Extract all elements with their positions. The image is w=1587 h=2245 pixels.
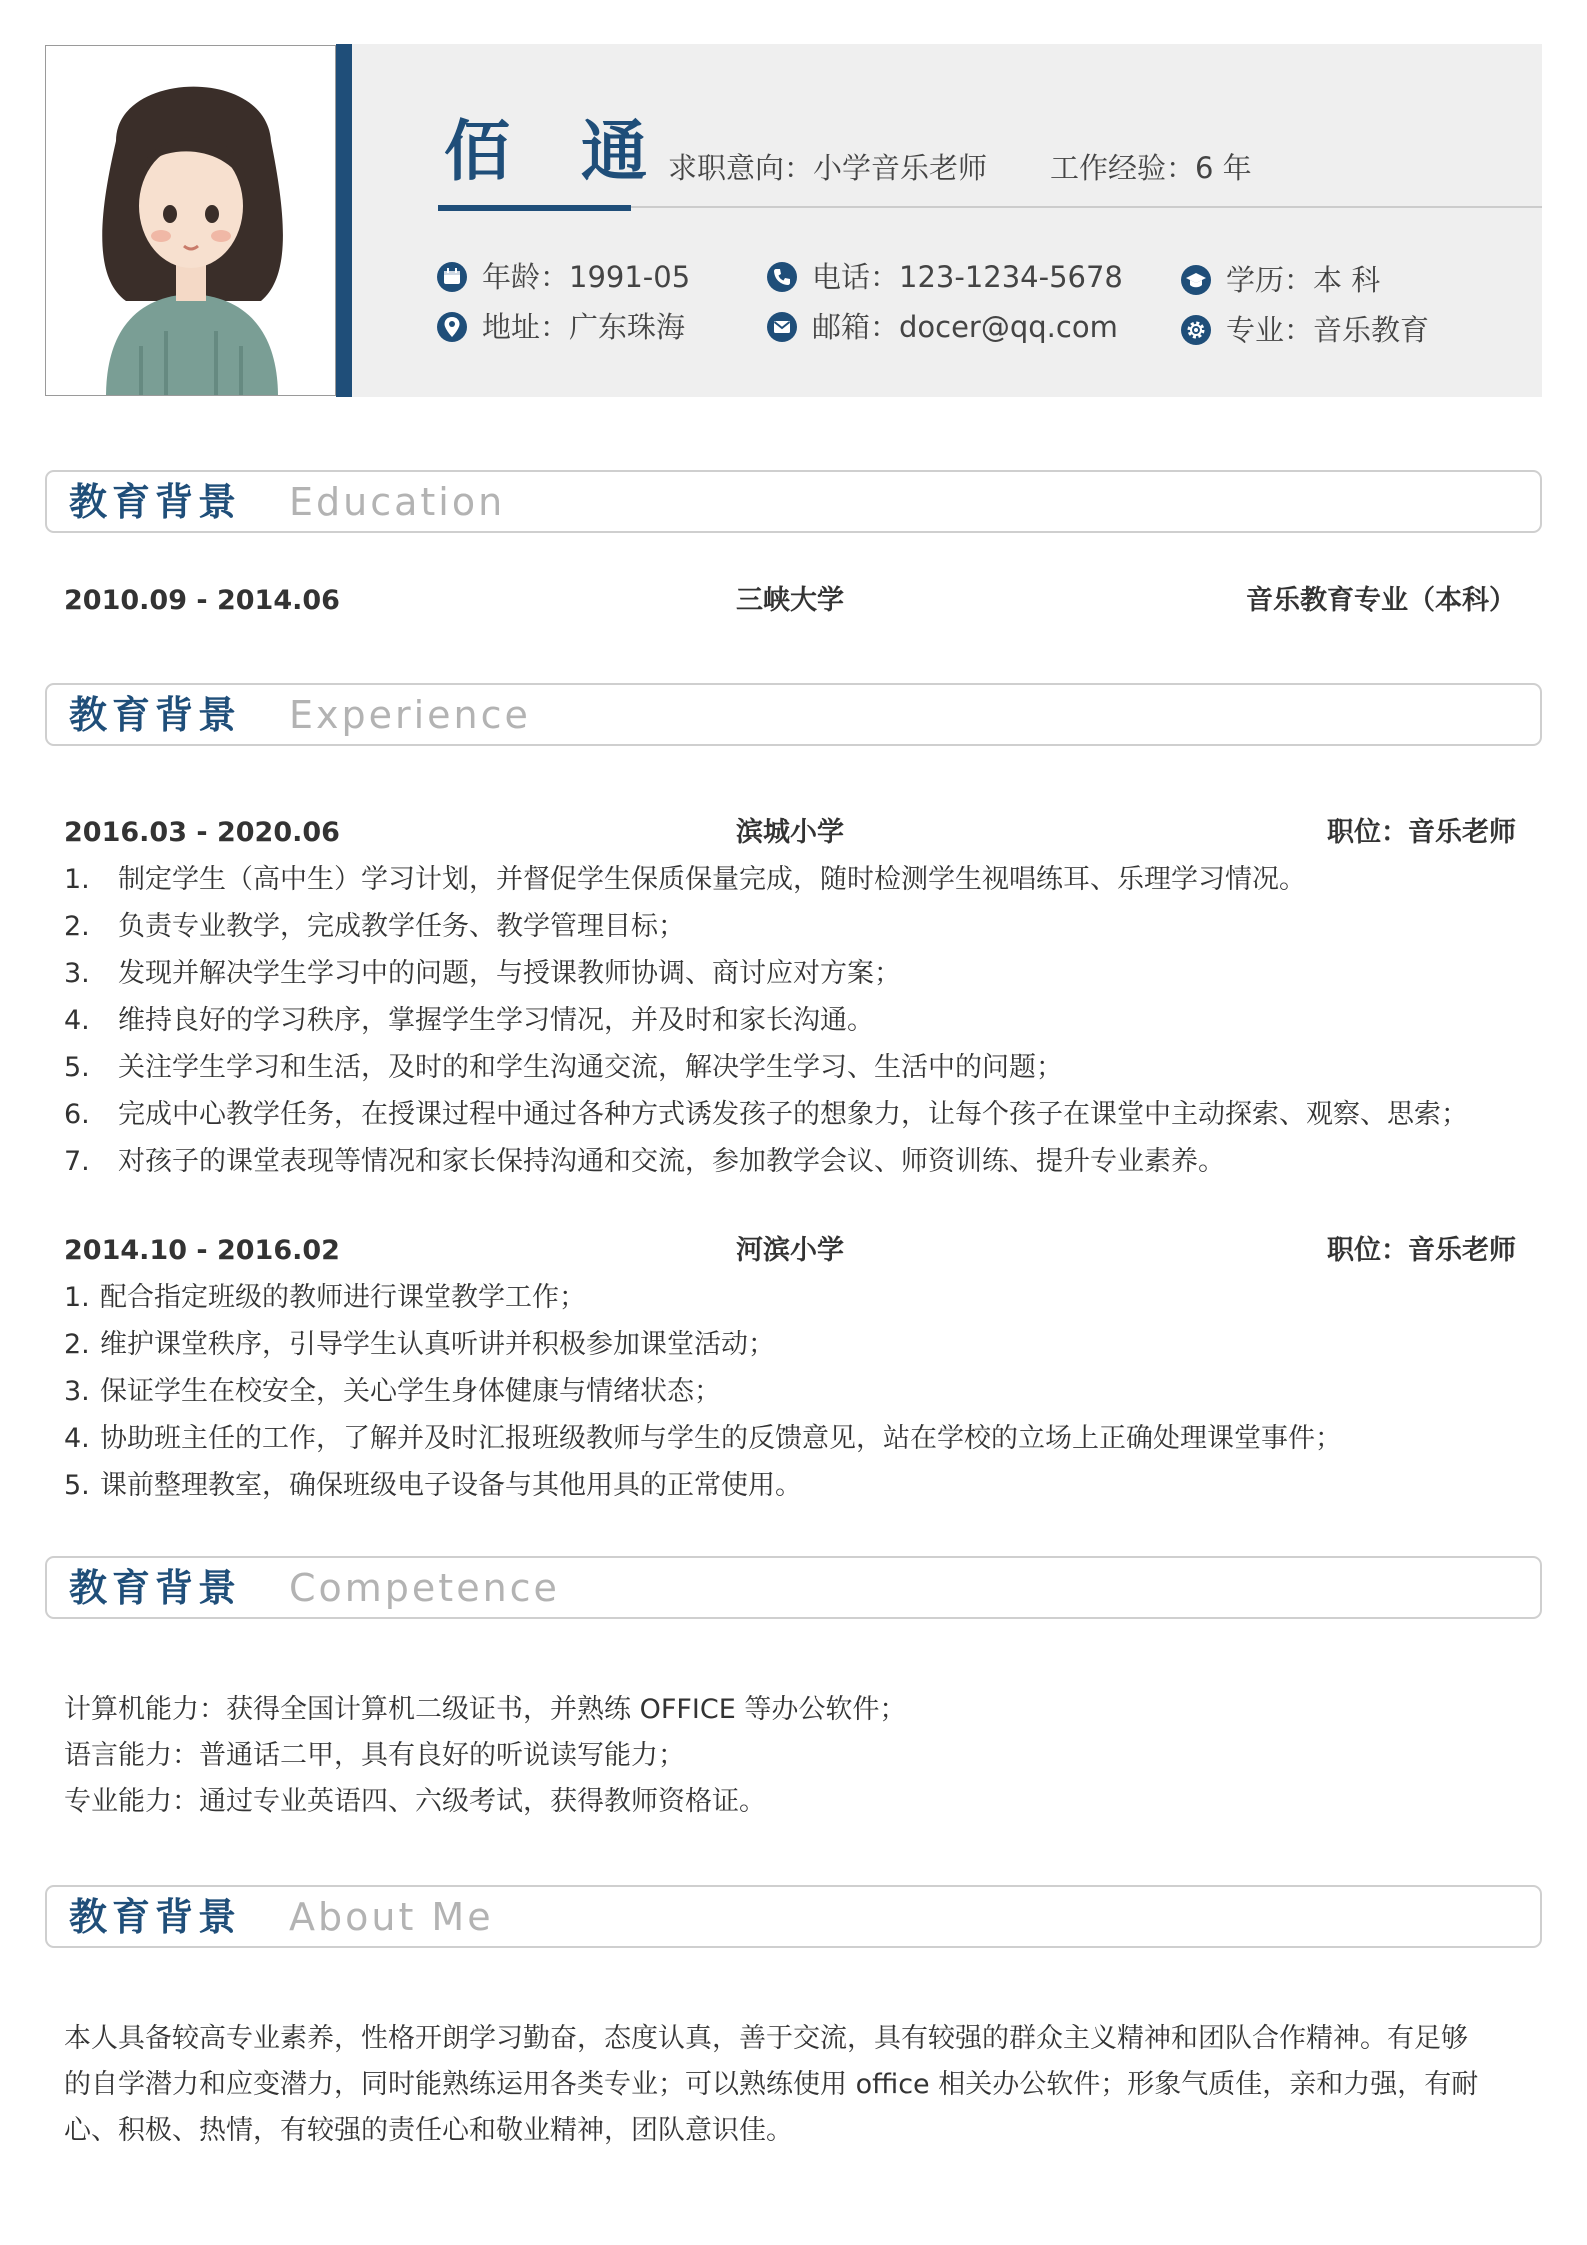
list-item: 7. 对孩子的课堂表现等情况和家长保持沟通和交流，参加教学会议、师资训练、提升专业素养。 xyxy=(64,1146,1225,1177)
info-education xyxy=(1180,260,1380,300)
info-phone xyxy=(766,257,1123,297)
graduation-cap-icon xyxy=(1180,264,1212,296)
list-item: 4. 协助班主任的工作，了解并及时汇报班级教师与学生的反馈意见，站在学校的立场上正确处理课堂事件； xyxy=(64,1423,1342,1454)
mail-icon xyxy=(766,311,798,343)
competence-item: 计算机能力：获得全国计算机二级证书，并熟练 OFFICE 等办公软件； xyxy=(64,1694,907,1725)
about-paragraph xyxy=(64,2016,1524,2154)
section-title-en: Experience xyxy=(289,693,531,737)
job-period: 2016.03 - 2020.06 xyxy=(64,817,340,848)
list-item: 5. 关注学生学习和生活，及时的和学生沟通交流，解决学生学习、生活中的问题； xyxy=(64,1052,1063,1083)
list-item: 1. 制定学生（高中生）学习计划，并督促学生保质保量完成，随时检测学生视唱练耳、乐理学习情况。 xyxy=(64,864,1306,895)
about-line: 本人具备较高专业素养，性格开朗学习勤奋，态度认真，善于交流，具有较强的群众主义精神和团队合作精神。有足够 xyxy=(64,2023,1468,2054)
info-email xyxy=(766,307,1118,347)
section-title-cn: 教育背景 xyxy=(69,1566,242,1610)
education-row xyxy=(64,583,1516,619)
location-pin-icon xyxy=(436,311,468,343)
job-row-1 xyxy=(64,815,1516,851)
address-text: 地址：广东珠海 xyxy=(482,310,686,344)
phone-text: 电话：123-1234-5678 xyxy=(812,260,1123,294)
about-line: 的自学潜力和应变潜力，同时能熟练运用各类专业；可以熟练使用 office 相关办公软件；形象气质佳，亲和力强，有耐 xyxy=(64,2069,1479,2100)
education-text: 学历：本 科 xyxy=(1226,263,1381,297)
info-address xyxy=(436,307,685,347)
list-item: 5. 课前整理教室，确保班级电子设备与其他用具的正常使用。 xyxy=(64,1470,802,1501)
competence-item: 专业能力：通过专业英语四、六级考试，获得教师资格证。 xyxy=(64,1786,766,1817)
header-accent-bar xyxy=(336,44,352,397)
age-text: 年龄：1991-05 xyxy=(482,260,691,294)
list-item: 2. 负责专业教学，完成教学任务、教学管理目标； xyxy=(64,911,685,942)
info-age xyxy=(436,257,690,297)
major-text: 专业：音乐教育 xyxy=(1226,313,1430,347)
education-school: 三峡大学 xyxy=(736,585,844,616)
header-divider xyxy=(631,206,1542,208)
section-header-competence xyxy=(45,1556,1542,1619)
list-item: 2. 维护课堂秩序，引导学生认真听讲并积极参加课堂活动； xyxy=(64,1329,775,1360)
list-item: 6. 完成中心教学任务，在授课过程中通过各种方式诱发孩子的想象力，让每个孩子在课堂中主动探索、观察、思索； xyxy=(64,1099,1468,1130)
section-title-cn: 教育背景 xyxy=(69,480,242,524)
job-period: 2014.10 - 2016.02 xyxy=(64,1235,340,1266)
work-experience: 工作经验：6 年 xyxy=(1050,151,1252,185)
job-position: 职位：音乐老师 xyxy=(1327,817,1516,848)
about-line: 心、积极、热情，有较强的责任心和敬业精神，团队意识佳。 xyxy=(64,2115,793,2146)
email-text: 邮箱：docer@qq.com xyxy=(812,310,1118,344)
gear-icon xyxy=(1180,314,1212,346)
section-header-education xyxy=(45,470,1542,533)
name-underline xyxy=(438,205,631,211)
section-header-about xyxy=(45,1885,1542,1948)
section-title-en: Competence xyxy=(289,1566,560,1610)
competence-item: 语言能力：普通话二甲，具有良好的听说读写能力； xyxy=(64,1740,685,1771)
competence-list xyxy=(64,1687,1524,1825)
education-period: 2010.09 - 2014.06 xyxy=(64,585,340,616)
job-row-2 xyxy=(64,1233,1516,1269)
job-2-duties xyxy=(64,1274,1524,1509)
job-school: 滨城小学 xyxy=(736,817,844,848)
info-major xyxy=(1180,310,1429,350)
section-title-cn: 教育背景 xyxy=(69,693,242,737)
list-item: 3. 保证学生在校安全，关心学生身体健康与情绪状态； xyxy=(64,1376,721,1407)
section-title-en: Education xyxy=(289,480,506,524)
list-item: 1. 配合指定班级的教师进行课堂教学工作； xyxy=(64,1282,586,1313)
avatar-illustration xyxy=(46,46,336,396)
phone-icon xyxy=(766,261,798,293)
job-school: 河滨小学 xyxy=(736,1235,844,1266)
list-item: 3. 发现并解决学生学习中的问题，与授课教师协调、商讨应对方案； xyxy=(64,958,901,989)
job-intention: 求职意向：小学音乐老师 xyxy=(668,151,988,185)
candidate-name: 佰 通 xyxy=(444,113,671,190)
list-item: 4. 维持良好的学习秩序，掌握学生学习情况，并及时和家长沟通。 xyxy=(64,1005,874,1036)
job-1-duties xyxy=(64,856,1524,1185)
section-title-en: About Me xyxy=(289,1895,494,1939)
education-major: 音乐教育专业（本科） xyxy=(1246,585,1516,616)
calendar-icon xyxy=(436,261,468,293)
profile-photo xyxy=(45,45,336,396)
job-position: 职位：音乐老师 xyxy=(1327,1235,1516,1266)
section-header-experience xyxy=(45,683,1542,746)
section-title-cn: 教育背景 xyxy=(69,1895,242,1939)
